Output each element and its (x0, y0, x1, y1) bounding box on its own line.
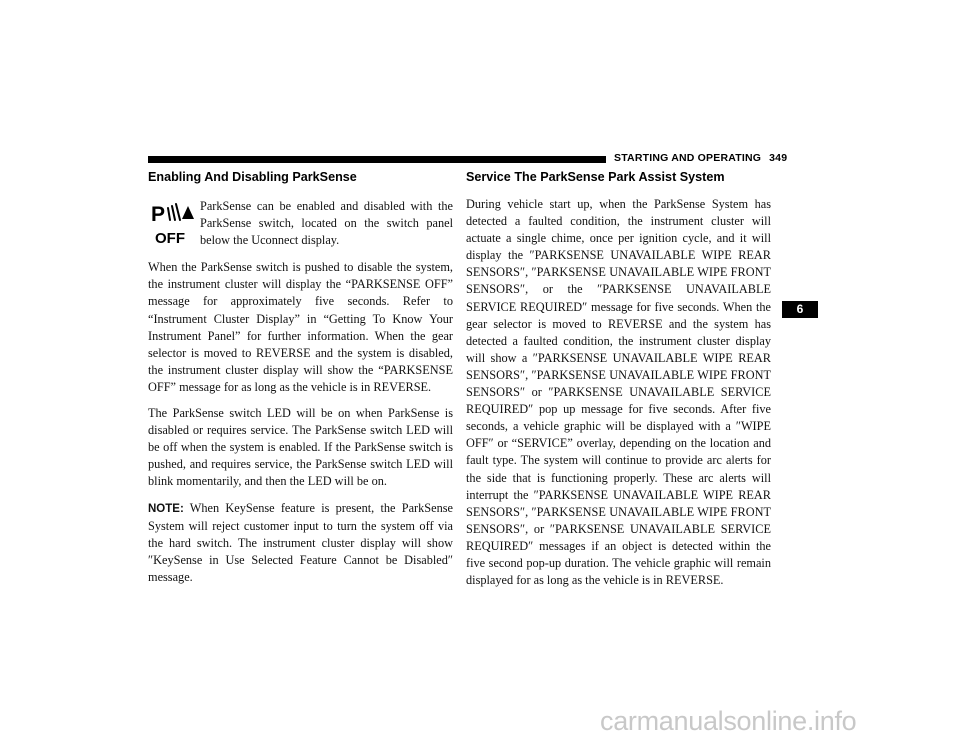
header-section-title: STARTING AND OPERATING (614, 152, 762, 164)
page-number: 349 (769, 152, 788, 164)
icon-intro-row (148, 200, 453, 249)
right-column (466, 170, 771, 598)
left-column (148, 170, 453, 595)
paragraph-switch-led: The ParkSense switch LED will be on when ParkSense is disabled or requires service. The ParkSense switch LED will be off when the system is enabled. If the ParkSense switch is pushed, and requires service, the ParkSense switch LED will blink momentarily, and then the LED will be on. (148, 406, 453, 489)
note-paragraph (148, 500, 453, 586)
parksense-off-label: OFF (155, 230, 185, 246)
parksense-off-icon (150, 200, 198, 246)
running-header (614, 152, 788, 164)
paragraph-disable-message: When the ParkSense switch is pushed to disable the system, the instrument cluster will display the “PARKSENSE OFF” message for approximately five seconds. Refer to “Instrument Cluster Display” in “Getting To Know Your Instrument Panel” for further information. When the gear selector is moved to REVERSE and the system is disabled, the instrument cluster display will show the “PARKSENSE OFF” message for as long as the vehicle is in REVERSE. (148, 260, 453, 394)
header-rule (148, 156, 606, 163)
paragraph-service: During vehicle start up, when the ParkSense System has detected a faulted condition, the instrument cluster will actuate a single chime, once per ignition cycle, and it will display the ″PARKSENSE UNAVAILABLE WIPE REAR SENSORS″, ″PARKSENSE UNAVAILABLE WIPE FRONT SENSORS″, or the ″PARKSENSE UNAVAILABLE SERVICE REQUIRED″ message for five seconds. When the gear selector is moved to REVERSE and the system has detected a faulted condition, the instrument cluster display will show a ″PARKSENSE UNAVAILABLE WIPE REAR SENSORS″, ″PARKSENSE UNAVAILABLE WIPE FRONT SENSORS″ or ″PARKSENSE UNAVAILABLE SERVICE REQUIRED″ pop up message for five seconds. After five seconds, a vehicle graphic will be displayed with a ″WIPE OFF″ or “SERVICE” overlay, depending on the location and fault type. The system will continue to provide arc alerts for the side that is functioning properly. These arc alerts will interrupt the ″PARKSENSE UNAVAILABLE WIPE REAR SENSORS″, ″PARKSENSE UNAVAILABLE WIPE FRONT SENSORS″, or ″PARKSENSE UNAVAILABLE SERVICE REQUIRED″ messages if an object is detected within the five second pop-up duration. The vehicle graphic will remain displayed for as long as the vehicle is in REVERSE. (466, 197, 771, 588)
note-label: NOTE: (148, 502, 184, 515)
watermark-logo: carmanualsonline.info (600, 706, 857, 736)
parksense-p-glyph: P (151, 203, 166, 226)
heading-enabling-disabling: Enabling And Disabling ParkSense (148, 170, 357, 184)
heading-service-parksense: Service The ParkSense Park Assist System (466, 170, 725, 184)
intro-paragraph: ParkSense can be enabled and disabled with the ParkSense switch, located on the switch panel below the Uconnect display. (200, 199, 453, 248)
note-text: When KeySense feature is present, the ParkSense System will reject customer input to turn the system off via the hard switch. The instrument cluster display will show ″KeySense in Use Selected Feature Cannot be Disabled″ message. (148, 500, 453, 584)
chapter-tab: 6 (782, 301, 818, 318)
